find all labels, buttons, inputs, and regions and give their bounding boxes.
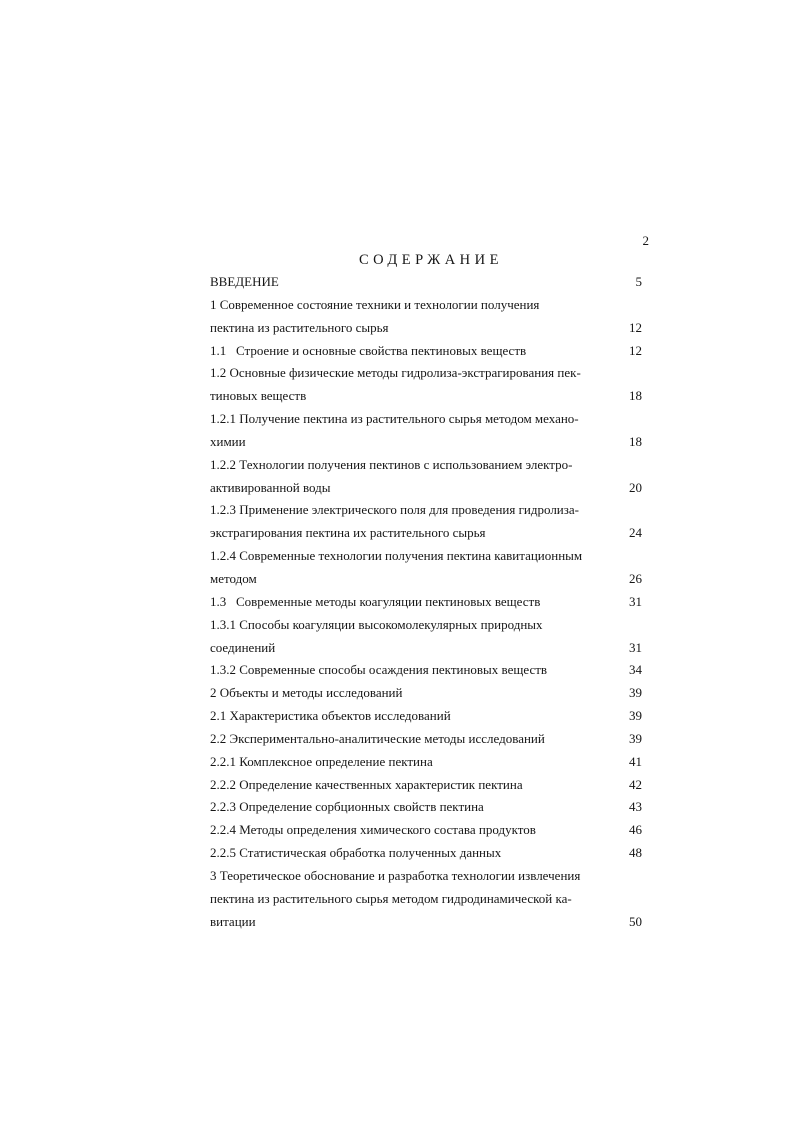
toc-entry-line: 1.3.1 Способы коагуляции высокомолекулярных природных xyxy=(210,616,543,632)
toc-entry xyxy=(210,408,642,454)
toc-entry-page: 34 xyxy=(629,662,642,678)
toc-entry-label xyxy=(210,499,596,545)
toc-entry-label xyxy=(210,659,596,682)
toc-entry xyxy=(210,751,642,774)
toc-entry xyxy=(210,545,642,591)
toc-entry-page: 42 xyxy=(629,776,642,792)
toc-entry-label xyxy=(210,842,596,865)
toc-entry-label xyxy=(210,682,596,705)
toc-entry-line: 2.2.1 Комплексное определение пектина xyxy=(210,753,433,769)
toc-entry-line: соединений xyxy=(210,639,276,655)
toc-entry-line: 1.2.4 Современные технологии получения пектина кавитационным xyxy=(210,548,583,564)
toc-entry-line: 1.2.2 Технологии получения пектинов с использованием электро- xyxy=(210,456,573,472)
toc-entry-page: 31 xyxy=(629,593,642,609)
toc-entry-line: активированной воды xyxy=(210,479,331,495)
toc-entry-line: 1.2.3 Применение электрического поля для проведения гидролиза- xyxy=(210,502,580,518)
toc-entry-line: методом xyxy=(210,570,257,586)
toc-entry-label xyxy=(210,454,596,500)
toc-entry xyxy=(210,659,642,682)
toc-entry-line: тиновых веществ xyxy=(210,388,307,404)
toc-entry-line: ВВЕДЕНИЕ xyxy=(210,274,279,289)
toc-entry-line: 3 Теоретическое обоснование и разработка технологии извлечения xyxy=(210,867,581,883)
toc-entry xyxy=(210,362,642,408)
toc-entry-page: 5 xyxy=(635,274,642,289)
toc-entry-page: 39 xyxy=(629,730,642,746)
toc-entry-line: 1.3.2 Современные способы осаждения пектиновых веществ xyxy=(210,662,548,678)
toc-entry xyxy=(210,796,642,819)
toc-entry-label xyxy=(210,591,596,614)
toc-entry-page: 18 xyxy=(629,388,642,404)
toc-title: СОДЕРЖАНИЕ xyxy=(359,252,503,268)
toc-entry-label xyxy=(210,340,596,363)
toc-entry xyxy=(210,705,642,728)
toc-entry-line: пектина из растительного сырья xyxy=(210,319,389,335)
toc-entry-line: 1.3 Современные методы коагуляции пектиновых веществ xyxy=(210,593,541,609)
toc-entry xyxy=(210,682,642,705)
toc-entry-label xyxy=(210,705,596,728)
toc-entry-page: 46 xyxy=(629,822,642,838)
toc-entry-line: 2.2 Экспериментально-аналитические методы исследований xyxy=(210,730,545,746)
toc-entry-page: 24 xyxy=(629,525,642,541)
toc-entry xyxy=(210,454,642,500)
toc-entry xyxy=(210,842,642,865)
toc-entry-label xyxy=(210,614,596,660)
toc-entry-line: экстрагирования пектина их растительного сырья xyxy=(210,525,486,541)
toc-entry-page: 18 xyxy=(629,433,642,449)
toc-entry xyxy=(210,271,642,294)
toc-entry xyxy=(210,294,642,340)
toc-entry-label xyxy=(210,362,596,408)
toc-entry-line: пектина из растительного сырья методом гидродинамической ка- xyxy=(210,890,572,906)
toc-entry-page: 50 xyxy=(629,913,642,929)
toc-entry xyxy=(210,340,642,363)
table-of-contents xyxy=(210,271,642,933)
toc-entry-page: 39 xyxy=(629,685,642,701)
toc-entry-label xyxy=(210,294,596,340)
toc-entry-page: 48 xyxy=(629,845,642,861)
toc-entry-label xyxy=(210,751,596,774)
toc-entry-label xyxy=(210,408,596,454)
toc-entry-line: 1 Современное состояние техники и технологии получения xyxy=(210,296,540,312)
toc-entry-line: 2.2.3 Определение сорбционных свойств пектина xyxy=(210,799,484,815)
toc-entry-line: 2 Объекты и методы исследований xyxy=(210,685,403,701)
toc-entry-label xyxy=(210,865,596,934)
toc-entry-line: 1.2 Основные физические методы гидролиза-экстрагирования пек- xyxy=(210,365,581,381)
toc-entry-line: 2.2.4 Методы определения химического состава продуктов xyxy=(210,822,536,838)
toc-entry-page: 43 xyxy=(629,799,642,815)
toc-entry-label xyxy=(210,728,596,751)
toc-entry-label xyxy=(210,774,596,797)
toc-entry-page: 39 xyxy=(629,708,642,724)
toc-entry xyxy=(210,774,642,797)
toc-entry xyxy=(210,614,642,660)
toc-entry-line: 1.2.1 Получение пектина из растительного сырья методом механо- xyxy=(210,411,579,427)
toc-entry xyxy=(210,728,642,751)
toc-entry xyxy=(210,865,642,934)
toc-entry-label xyxy=(210,545,596,591)
toc-entry-label xyxy=(210,796,596,819)
toc-entry-line: витации xyxy=(210,913,256,929)
toc-entry-line: химии xyxy=(210,433,246,449)
toc-entry-page: 12 xyxy=(629,319,642,335)
toc-entry-line: 2.1 Характеристика объектов исследований xyxy=(210,708,451,724)
page-number: 2 xyxy=(642,233,649,248)
toc-entry-label xyxy=(210,271,596,294)
toc-entry-page: 12 xyxy=(629,342,642,358)
toc-entry xyxy=(210,819,642,842)
toc-entry xyxy=(210,499,642,545)
toc-entry-label xyxy=(210,819,596,842)
toc-entry-line: 2.2.2 Определение качественных характеристик пектина xyxy=(210,776,523,792)
toc-entry-page: 26 xyxy=(629,570,642,586)
toc-entry-line: 1.1 Строение и основные свойства пектиновых веществ xyxy=(210,342,527,358)
toc-entry-page: 20 xyxy=(629,479,642,495)
toc-entry-page: 41 xyxy=(629,753,642,769)
toc-entry xyxy=(210,591,642,614)
toc-entry-line: 2.2.5 Статистическая обработка полученных данных xyxy=(210,845,502,861)
toc-entry-page: 31 xyxy=(629,639,642,655)
